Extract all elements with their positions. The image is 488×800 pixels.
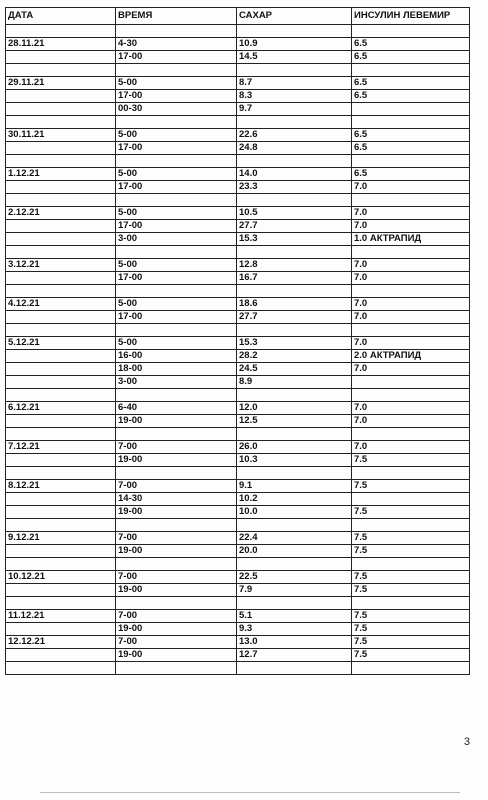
table-row [6,337,470,350]
cell-time: 19-00 [116,506,237,519]
cell-time [116,324,237,337]
table-row [6,454,470,467]
cell-insulin: 7.5 [352,571,470,584]
cell-date [6,350,116,363]
table-row [6,467,470,480]
cell-date [6,597,116,610]
cell-insulin: 7.0 [352,363,470,376]
table-row [6,129,470,142]
cell-insulin: 2.0 АКТРАПИД [352,350,470,363]
cell-insulin [352,519,470,532]
cell-date [6,376,116,389]
table-row [6,194,470,207]
cell-insulin: 7.5 [352,532,470,545]
table-row [6,402,470,415]
cell-sugar: 27.7 [237,220,352,233]
table-row [6,532,470,545]
cell-time: 17-00 [116,90,237,103]
cell-sugar [237,558,352,571]
cell-sugar: 12.7 [237,649,352,662]
table-row [6,220,470,233]
cell-time [116,519,237,532]
cell-insulin [352,246,470,259]
cell-time: 19-00 [116,545,237,558]
cell-insulin: 7.0 [352,298,470,311]
cell-time [116,155,237,168]
cell-insulin: 7.5 [352,610,470,623]
table-row [6,584,470,597]
cell-time: 4-30 [116,38,237,51]
cell-insulin: 7.5 [352,545,470,558]
glucose-insulin-log-table [5,7,470,675]
cell-insulin [352,376,470,389]
cell-time [116,467,237,480]
table-row [6,246,470,259]
table-row [6,506,470,519]
table-row [6,324,470,337]
cell-time: 5-00 [116,207,237,220]
cell-insulin [352,194,470,207]
cell-date [6,51,116,64]
cell-sugar: 9.3 [237,623,352,636]
table-row [6,233,470,246]
cell-insulin: 7.0 [352,441,470,454]
cell-insulin: 7.0 [352,311,470,324]
cell-date [6,545,116,558]
cell-sugar: 20.0 [237,545,352,558]
cell-sugar: 10.3 [237,454,352,467]
cell-insulin: 7.0 [352,220,470,233]
cell-sugar: 22.4 [237,532,352,545]
cell-insulin [352,103,470,116]
cell-date: 12.12.21 [6,636,116,649]
cell-time: 19-00 [116,454,237,467]
cell-sugar: 8.9 [237,376,352,389]
cell-insulin [352,155,470,168]
cell-date [6,558,116,571]
cell-insulin [352,662,470,675]
cell-sugar: 23.3 [237,181,352,194]
cell-time: 17-00 [116,51,237,64]
table-row [6,597,470,610]
cell-insulin: 7.0 [352,272,470,285]
table-row [6,116,470,129]
cell-insulin: 7.5 [352,649,470,662]
cell-insulin: 7.5 [352,506,470,519]
cell-date [6,415,116,428]
cell-insulin: 6.5 [352,77,470,90]
cell-date [6,506,116,519]
cell-insulin [352,428,470,441]
cell-date [6,454,116,467]
table-row [6,207,470,220]
cell-time: 17-00 [116,142,237,155]
table-row [6,77,470,90]
cell-time [116,597,237,610]
cell-sugar: 9.7 [237,103,352,116]
cell-sugar [237,25,352,38]
cell-insulin [352,493,470,506]
cell-insulin: 6.5 [352,142,470,155]
table-header-row [6,8,470,25]
table-row [6,636,470,649]
cell-sugar: 12.8 [237,259,352,272]
cell-time: 3-00 [116,233,237,246]
table-body [6,25,470,675]
cell-date [6,584,116,597]
cell-sugar: 8.3 [237,90,352,103]
cell-insulin: 6.5 [352,38,470,51]
cell-time [116,428,237,441]
table-row [6,389,470,402]
header-sugar: САХАР [237,8,352,25]
cell-insulin [352,25,470,38]
table-row [6,311,470,324]
cell-time: 7-00 [116,571,237,584]
cell-date [6,194,116,207]
header-time: ВРЕМЯ [116,8,237,25]
cell-date [6,311,116,324]
table-row [6,259,470,272]
cell-date [6,467,116,480]
table-row [6,480,470,493]
cell-date [6,285,116,298]
header-insulin: ИНСУЛИН ЛЕВЕМИР [352,8,470,25]
cell-insulin: 7.5 [352,454,470,467]
cell-date: 5.12.21 [6,337,116,350]
cell-insulin [352,389,470,402]
cell-sugar [237,285,352,298]
cell-date [6,90,116,103]
cell-time: 3-00 [116,376,237,389]
cell-date [6,155,116,168]
cell-date [6,64,116,77]
cell-time [116,64,237,77]
cell-insulin: 7.5 [352,623,470,636]
cell-insulin [352,597,470,610]
cell-time: 18-00 [116,363,237,376]
cell-date [6,272,116,285]
cell-insulin: 7.0 [352,259,470,272]
table-row [6,90,470,103]
cell-time: 5-00 [116,298,237,311]
cell-date [6,324,116,337]
cell-sugar [237,246,352,259]
cell-time: 5-00 [116,77,237,90]
cell-sugar [237,194,352,207]
cell-insulin [352,324,470,337]
cell-sugar: 12.0 [237,402,352,415]
cell-date: 29.11.21 [6,77,116,90]
cell-time: 17-00 [116,272,237,285]
cell-sugar [237,116,352,129]
cell-sugar: 13.0 [237,636,352,649]
cell-insulin: 7.0 [352,207,470,220]
table-row [6,272,470,285]
cell-insulin: 1.0 АКТРАПИД [352,233,470,246]
cell-date: 1.12.21 [6,168,116,181]
table-row [6,610,470,623]
cell-date: 11.12.21 [6,610,116,623]
table-row [6,571,470,584]
table-row [6,363,470,376]
cell-time [116,25,237,38]
cell-insulin [352,116,470,129]
cell-date: 2.12.21 [6,207,116,220]
cell-time [116,389,237,402]
cell-sugar: 22.5 [237,571,352,584]
table-row [6,558,470,571]
cell-insulin: 6.5 [352,168,470,181]
cell-insulin: 6.5 [352,129,470,142]
table-row [6,103,470,116]
page-number: 3 [463,736,470,748]
cell-insulin: 7.0 [352,181,470,194]
cell-sugar [237,64,352,77]
table-row [6,662,470,675]
cell-insulin [352,558,470,571]
cell-insulin: 6.5 [352,90,470,103]
cell-time: 7-00 [116,532,237,545]
cell-sugar [237,597,352,610]
cell-time: 17-00 [116,311,237,324]
cell-date [6,493,116,506]
table-row [6,155,470,168]
cell-time: 7-00 [116,636,237,649]
cell-sugar: 18.6 [237,298,352,311]
cell-time: 19-00 [116,649,237,662]
cell-date [6,233,116,246]
table-row [6,493,470,506]
cell-date [6,220,116,233]
header-date: ДАТА [6,8,116,25]
cell-date [6,363,116,376]
cell-sugar: 8.7 [237,77,352,90]
cell-sugar: 9.1 [237,480,352,493]
cell-insulin: 7.0 [352,415,470,428]
table-row [6,298,470,311]
cell-sugar: 27.7 [237,311,352,324]
table-row [6,38,470,51]
cell-date [6,428,116,441]
cell-sugar [237,519,352,532]
cell-time: 7-00 [116,610,237,623]
table-row [6,285,470,298]
cell-sugar: 12.5 [237,415,352,428]
table-row [6,441,470,454]
cell-time [116,285,237,298]
cell-sugar: 24.8 [237,142,352,155]
cell-insulin: 7.5 [352,584,470,597]
cell-date [6,103,116,116]
table-row [6,181,470,194]
table-row [6,376,470,389]
scan-edge-line [40,792,460,793]
cell-insulin [352,467,470,480]
cell-sugar: 5.1 [237,610,352,623]
cell-date [6,519,116,532]
cell-time: 6-40 [116,402,237,415]
cell-sugar: 24.5 [237,363,352,376]
table-row [6,64,470,77]
cell-date [6,662,116,675]
cell-date: 3.12.21 [6,259,116,272]
cell-insulin: 7.0 [352,337,470,350]
table-row [6,168,470,181]
cell-date: 4.12.21 [6,298,116,311]
cell-insulin [352,285,470,298]
cell-sugar [237,155,352,168]
cell-date [6,116,116,129]
cell-date [6,623,116,636]
cell-sugar: 10.0 [237,506,352,519]
cell-insulin: 7.5 [352,636,470,649]
cell-sugar: 15.3 [237,233,352,246]
cell-date [6,25,116,38]
cell-time [116,662,237,675]
cell-date [6,142,116,155]
cell-time: 16-00 [116,350,237,363]
cell-sugar: 16.7 [237,272,352,285]
table-row [6,623,470,636]
cell-date: 10.12.21 [6,571,116,584]
table-row [6,25,470,38]
cell-date [6,649,116,662]
table-row [6,545,470,558]
table-row [6,415,470,428]
cell-time: 14-30 [116,493,237,506]
cell-date [6,181,116,194]
cell-sugar [237,324,352,337]
cell-sugar [237,389,352,402]
cell-sugar: 14.0 [237,168,352,181]
cell-time: 19-00 [116,415,237,428]
cell-sugar: 22.6 [237,129,352,142]
cell-sugar: 10.9 [237,38,352,51]
cell-time [116,558,237,571]
cell-sugar: 15.3 [237,337,352,350]
cell-time: 5-00 [116,129,237,142]
table-row [6,51,470,64]
cell-insulin [352,64,470,77]
cell-insulin: 6.5 [352,51,470,64]
cell-time: 7-00 [116,480,237,493]
cell-sugar: 10.5 [237,207,352,220]
cell-date: 7.12.21 [6,441,116,454]
table-row [6,519,470,532]
table-row [6,649,470,662]
cell-time [116,246,237,259]
cell-time: 19-00 [116,584,237,597]
cell-date: 6.12.21 [6,402,116,415]
cell-time: 00-30 [116,103,237,116]
cell-date: 8.12.21 [6,480,116,493]
cell-date: 28.11.21 [6,38,116,51]
cell-insulin: 7.5 [352,480,470,493]
cell-sugar [237,428,352,441]
cell-time: 17-00 [116,181,237,194]
cell-date: 9.12.21 [6,532,116,545]
cell-date: 30.11.21 [6,129,116,142]
cell-time: 19-00 [116,623,237,636]
cell-sugar [237,467,352,480]
table-row [6,428,470,441]
cell-insulin: 7.0 [352,402,470,415]
cell-date [6,389,116,402]
cell-sugar: 10.2 [237,493,352,506]
cell-time: 17-00 [116,220,237,233]
cell-time [116,116,237,129]
cell-time: 5-00 [116,337,237,350]
table-row [6,142,470,155]
table-row [6,350,470,363]
cell-time: 5-00 [116,259,237,272]
cell-time: 5-00 [116,168,237,181]
cell-sugar [237,662,352,675]
cell-sugar: 14.5 [237,51,352,64]
cell-time [116,194,237,207]
cell-sugar: 28.2 [237,350,352,363]
cell-date [6,246,116,259]
cell-sugar: 7.9 [237,584,352,597]
cell-sugar: 26.0 [237,441,352,454]
cell-time: 7-00 [116,441,237,454]
